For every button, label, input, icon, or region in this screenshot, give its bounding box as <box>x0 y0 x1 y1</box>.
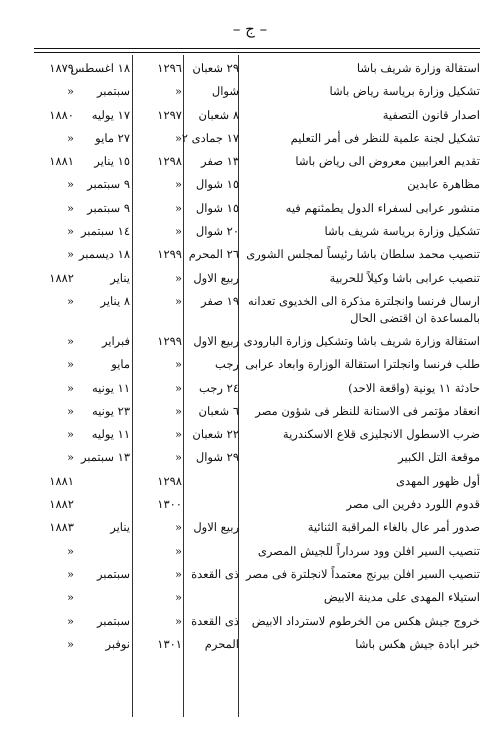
table-row <box>34 198 480 221</box>
hijri-year-cell: « <box>174 450 182 465</box>
gregorian-year-cell: ١٨٨٢ <box>49 497 74 512</box>
event-cell: تنصيب محمد سلطان باشا رئيساً لمجلس الشورى <box>246 247 480 262</box>
table-row <box>34 128 480 151</box>
gregorian-day-cell: ١٥ يناير <box>94 154 130 169</box>
hijri-year-cell: « <box>174 200 182 215</box>
hijri-year-cell: ١٣٠٠ <box>157 497 182 512</box>
table-row <box>34 268 480 291</box>
table-row <box>34 378 480 401</box>
table-row <box>34 424 480 447</box>
event-cell: استيلاء المهدى على مدينة الابيض <box>323 590 480 605</box>
hijri-year-cell: « <box>174 130 182 145</box>
header-rule-bottom <box>34 52 480 53</box>
hijri-year-cell: « <box>174 590 182 605</box>
table-row <box>34 401 480 424</box>
table-row <box>34 174 480 197</box>
gregorian-year-cell: ١٨٧٩ <box>49 61 74 75</box>
hijri-year-cell: « <box>174 84 182 99</box>
gregorian-year-cell: ١٨٨١ <box>49 473 74 488</box>
table-row <box>34 634 480 657</box>
hijri-year-cell: « <box>174 427 182 442</box>
chronology-table <box>34 58 480 657</box>
table-row <box>34 151 480 174</box>
hijri-day-cell: ١٥ شوال <box>195 177 239 192</box>
gregorian-day-cell: ٩ سبتمبر <box>87 200 130 215</box>
event-cell: انعقاد مؤتمر فى الاستانة للنظر فى شؤون مصر <box>255 403 480 418</box>
gregorian-year-cell: « <box>66 247 74 262</box>
gregorian-year-cell: « <box>66 380 74 395</box>
gregorian-year-cell: « <box>66 200 74 215</box>
gregorian-year-cell: « <box>66 130 74 145</box>
hijri-day-cell: ربيع الاول <box>193 333 239 348</box>
gregorian-year-cell: ١٨٨١ <box>49 154 74 169</box>
hijri-year-cell: ١٢٩٩ <box>157 333 182 348</box>
hijri-day-cell: ٢٩ شوال <box>195 450 239 465</box>
hijri-day-cell: ٨ شعبان <box>198 107 239 122</box>
page-number: – ج – <box>232 20 268 38</box>
hijri-day-cell: ١٥ شوال <box>195 200 239 215</box>
table-row <box>34 494 480 517</box>
gregorian-day-cell: ١٤ سبتمبر <box>80 224 130 239</box>
hijri-year-cell: « <box>174 357 182 372</box>
gregorian-year-cell: « <box>66 293 74 308</box>
gregorian-day-cell: ١١ يوليه <box>91 427 130 442</box>
table-row <box>34 291 480 331</box>
event-cell: طلب فرنسا وانجلترا استقالة الوزارة وابعاد عرابى <box>245 357 480 372</box>
gregorian-year-cell: « <box>66 403 74 418</box>
header-rule-top <box>34 48 480 49</box>
table-row <box>34 244 480 267</box>
gregorian-day-cell: نوفبر <box>105 636 130 651</box>
gregorian-year-cell: ١٨٨٣ <box>49 520 74 535</box>
hijri-day-cell: ٢٠ شوال <box>195 224 239 239</box>
gregorian-day-cell: ١١ يونيه <box>92 380 130 395</box>
event-cell: ضرب الاسطول الانجليزى قلاع الاسكندرية <box>282 427 480 442</box>
hijri-year-cell: « <box>174 543 182 558</box>
event-cell: استقالة وزارة شريف باشا وتشكيل وزارة البارودى <box>243 333 480 348</box>
hijri-day-cell: المحرم <box>204 636 239 651</box>
event-cell: منشور عرابى لسفراء الدول يطمئنهم فيه <box>285 200 480 215</box>
table-row <box>34 471 480 494</box>
event-cell: تشكيل وزارة برياسة شريف باشا <box>324 224 480 239</box>
gregorian-year-cell: « <box>66 636 74 651</box>
gregorian-day-cell: ١٨ اغسطس <box>70 61 130 75</box>
gregorian-year-cell: « <box>66 84 74 99</box>
hijri-day-cell: ٦ شعبان <box>198 403 239 418</box>
hijri-year-cell: « <box>174 270 182 285</box>
table-row <box>34 587 480 610</box>
event-cell: أول ظهور المهدى <box>395 473 480 488</box>
table-row <box>34 611 480 634</box>
hijri-year-cell: ١٢٩٨ <box>157 154 182 169</box>
hijri-day-cell: ٢٦ المحرم <box>188 247 239 262</box>
gregorian-day-cell: سبتمبر <box>96 566 130 581</box>
hijri-day-cell: ربيع الاول <box>193 270 239 285</box>
gregorian-year-cell: « <box>66 590 74 605</box>
event-cell: تنصيب عرابى باشا وكيلاً للحربية <box>329 270 480 285</box>
gregorian-day-cell: مايو <box>111 357 130 372</box>
table-row <box>34 354 480 377</box>
gregorian-year-cell: « <box>66 543 74 558</box>
hijri-year-cell: « <box>174 177 182 192</box>
gregorian-year-cell: ١٨٨٢ <box>49 270 74 285</box>
gregorian-day-cell: ٩ سبتمبر <box>87 177 130 192</box>
event-cell: خروج جيش هكس من الخرطوم لاسترداد الابيض <box>251 613 480 628</box>
event-cell: تقديم العرابيين معروض الى رياض باشا <box>295 154 480 169</box>
table-row <box>34 58 480 81</box>
gregorian-year-cell: « <box>66 177 74 192</box>
gregorian-day-cell: سبتمبر <box>96 84 130 99</box>
table-row <box>34 331 480 354</box>
event-cell: مظاهرة عابدين <box>407 177 480 192</box>
table-row <box>34 564 480 587</box>
gregorian-day-cell: ١٧ يوليه <box>91 107 130 122</box>
gregorian-year-cell: « <box>66 224 74 239</box>
gregorian-year-cell: « <box>66 613 74 628</box>
hijri-year-cell: ١٣٠١ <box>157 636 182 651</box>
hijri-year-cell: « <box>174 520 182 535</box>
hijri-day-cell: رجب <box>215 357 239 372</box>
hijri-day-cell: ذى القعدة <box>191 613 239 628</box>
event-cell: قدوم اللورد دفرين الى مصر <box>346 497 480 512</box>
hijri-year-cell: ١٢٩٨ <box>157 473 182 488</box>
hijri-day-cell: ١٩ صفر <box>201 293 239 308</box>
event-cell: موقعة التل الكبير <box>398 450 480 465</box>
gregorian-year-cell: « <box>66 333 74 348</box>
gregorian-day-cell: سبتمبر <box>96 613 130 628</box>
hijri-day-cell: ٢٤ رجب <box>199 380 239 395</box>
table-row <box>34 517 480 540</box>
event-cell: استقالة وزارة شريف باشا <box>356 61 480 75</box>
event-cell: تشكيل لجنة علمية للنظر فى أمر التعليم <box>290 130 480 145</box>
gregorian-year-cell: « <box>66 450 74 465</box>
table-row <box>34 81 480 104</box>
gregorian-day-cell: ١٨ ديسمبر <box>78 247 130 262</box>
gregorian-day-cell: ٢٣ يونيه <box>92 403 130 418</box>
gregorian-year-cell: « <box>66 566 74 581</box>
gregorian-day-cell: ٢٧ مايو <box>95 130 130 145</box>
gregorian-year-cell: ١٨٨٠ <box>49 107 74 122</box>
event-cell: حادثة ١١ يونية (واقعة الاحد) <box>348 380 480 395</box>
hijri-year-cell: ١٢٩٩ <box>157 247 182 262</box>
table-row <box>34 541 480 564</box>
hijri-year-cell: « <box>174 613 182 628</box>
event-cell: ارسال فرنسا وانجلترة مذكرة الى الخديوى تعدانه بالمساعدة ان اقتضى الحال <box>248 293 480 325</box>
hijri-day-cell: شوال <box>211 84 239 99</box>
gregorian-day-cell: يناير <box>110 520 130 535</box>
event-cell: صدور أمر عال بالغاء المراقبة الثنائية <box>307 520 480 535</box>
hijri-day-cell: ذى القعدة <box>191 566 239 581</box>
table-row <box>34 105 480 128</box>
gregorian-day-cell: ٨ يناير <box>100 293 130 308</box>
hijri-day-cell: ربيع الاول <box>193 520 239 535</box>
gregorian-day-cell: ١٣ سبتمبر <box>80 450 130 465</box>
hijri-year-cell: « <box>174 293 182 308</box>
hijri-year-cell: ١٢٩٧ <box>157 107 182 122</box>
gregorian-year-cell: « <box>66 427 74 442</box>
table-row <box>34 447 480 470</box>
hijri-year-cell: « <box>174 380 182 395</box>
hijri-day-cell: ١٣ صفر <box>201 154 239 169</box>
hijri-year-cell: « <box>174 403 182 418</box>
event-cell: تشكيل وزارة برياسة رياض باشا <box>329 84 480 99</box>
hijri-day-cell: ٢٩ شعبان <box>192 61 239 75</box>
hijri-year-cell: ١٢٩٦ <box>157 61 182 75</box>
gregorian-day-cell: فبراير <box>101 333 130 348</box>
gregorian-day-cell: يناير <box>110 270 130 285</box>
event-cell: تنصيب السير افلن وود سرداراً للجيش المصرى <box>257 543 480 558</box>
event-cell: خبر ابادة جيش هكس باشا <box>355 636 480 651</box>
hijri-day-cell: ٢٢ شعبان <box>192 427 239 442</box>
event-cell: تنصيب السير افلن بيرنج معتمداً لانجلترة فى مصر <box>245 566 480 581</box>
hijri-year-cell: « <box>174 566 182 581</box>
hijri-year-cell: « <box>174 224 182 239</box>
event-cell: اصدار قانون التصفية <box>382 107 480 122</box>
hijri-day-cell: ١٧ جمادى ٢ <box>181 130 239 145</box>
table-row <box>34 221 480 244</box>
gregorian-year-cell: « <box>66 357 74 372</box>
